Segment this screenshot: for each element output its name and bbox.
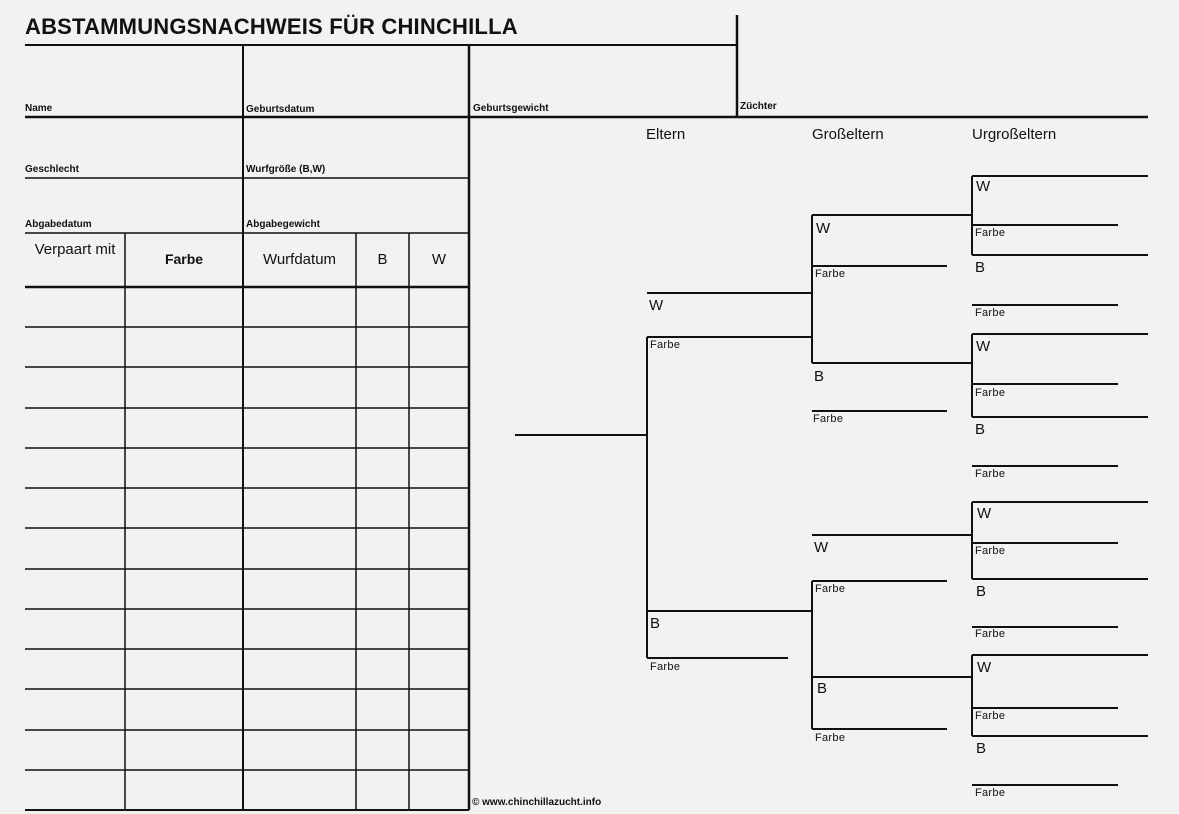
parent-w-label: W <box>649 297 664 314</box>
ggp-8-b-label: B <box>976 740 987 757</box>
header-grosseltern: Großeltern <box>812 126 884 143</box>
label-name: Name <box>25 103 53 114</box>
ggp-2-b-label: B <box>975 259 986 276</box>
ggp-5-w-label: W <box>977 505 992 522</box>
ggp-4-b-label: B <box>975 421 986 438</box>
ggp-1-w-label: W <box>976 178 991 195</box>
label-zuechter: Züchter <box>740 101 777 112</box>
label-wurfgroesse: Wurfgröße (B,W) <box>246 164 326 175</box>
label-geburtsdatum: Geburtsdatum <box>246 104 315 115</box>
ggp-6-b-farbe: Farbe <box>975 628 1006 640</box>
gp-4-farbe: Farbe <box>815 732 846 744</box>
col-header-w: W <box>431 251 447 268</box>
col-header-wurfdatum: Wurfdatum <box>262 251 337 268</box>
label-geschlecht: Geschlecht <box>25 164 79 175</box>
col-header-farbe: Farbe <box>164 251 204 267</box>
ggp-4-b-farbe: Farbe <box>975 468 1006 480</box>
gp-2-b-label: B <box>814 368 825 385</box>
gp-1-farbe: Farbe <box>815 268 846 280</box>
ggp-7-w-farbe: Farbe <box>975 710 1006 722</box>
gp-4-b-label: B <box>817 680 828 697</box>
gp-1-w-label: W <box>816 220 831 237</box>
header-urgrosseltern: Urgroßeltern <box>972 126 1057 143</box>
col-header-verpaart: Verpaart mit <box>34 241 116 258</box>
label-abgabegewicht: Abgabegewicht <box>246 219 320 230</box>
ggp-8-b-farbe: Farbe <box>975 787 1006 799</box>
header-eltern: Eltern <box>646 126 686 143</box>
ggp-7-w-label: W <box>977 659 992 676</box>
label-abgabedatum: Abgabedatum <box>25 219 92 230</box>
footer-copyright: © www.chinchillazucht.info <box>472 797 602 808</box>
parent-w-farbe: Farbe <box>650 339 681 351</box>
gp-3-farbe: Farbe <box>815 583 846 595</box>
ggp-3-w-label: W <box>976 338 991 355</box>
parent-b-farbe: Farbe <box>650 661 681 673</box>
ggp-3-w-farbe: Farbe <box>975 387 1006 399</box>
ggp-1-w-farbe: Farbe <box>975 227 1006 239</box>
ggp-5-w-farbe: Farbe <box>975 545 1006 557</box>
ggp-6-b-label: B <box>976 583 987 600</box>
page-title: ABSTAMMUNGSNACHWEIS FÜR CHINCHILLA <box>25 14 518 39</box>
gp-2-farbe: Farbe <box>813 413 844 425</box>
col-header-b: B <box>377 251 388 268</box>
ggp-2-b-farbe: Farbe <box>975 307 1006 319</box>
label-geburtsgewicht: Geburtsgewicht <box>473 103 549 114</box>
gp-3-w-label: W <box>814 539 829 556</box>
parent-b-label: B <box>650 615 661 632</box>
